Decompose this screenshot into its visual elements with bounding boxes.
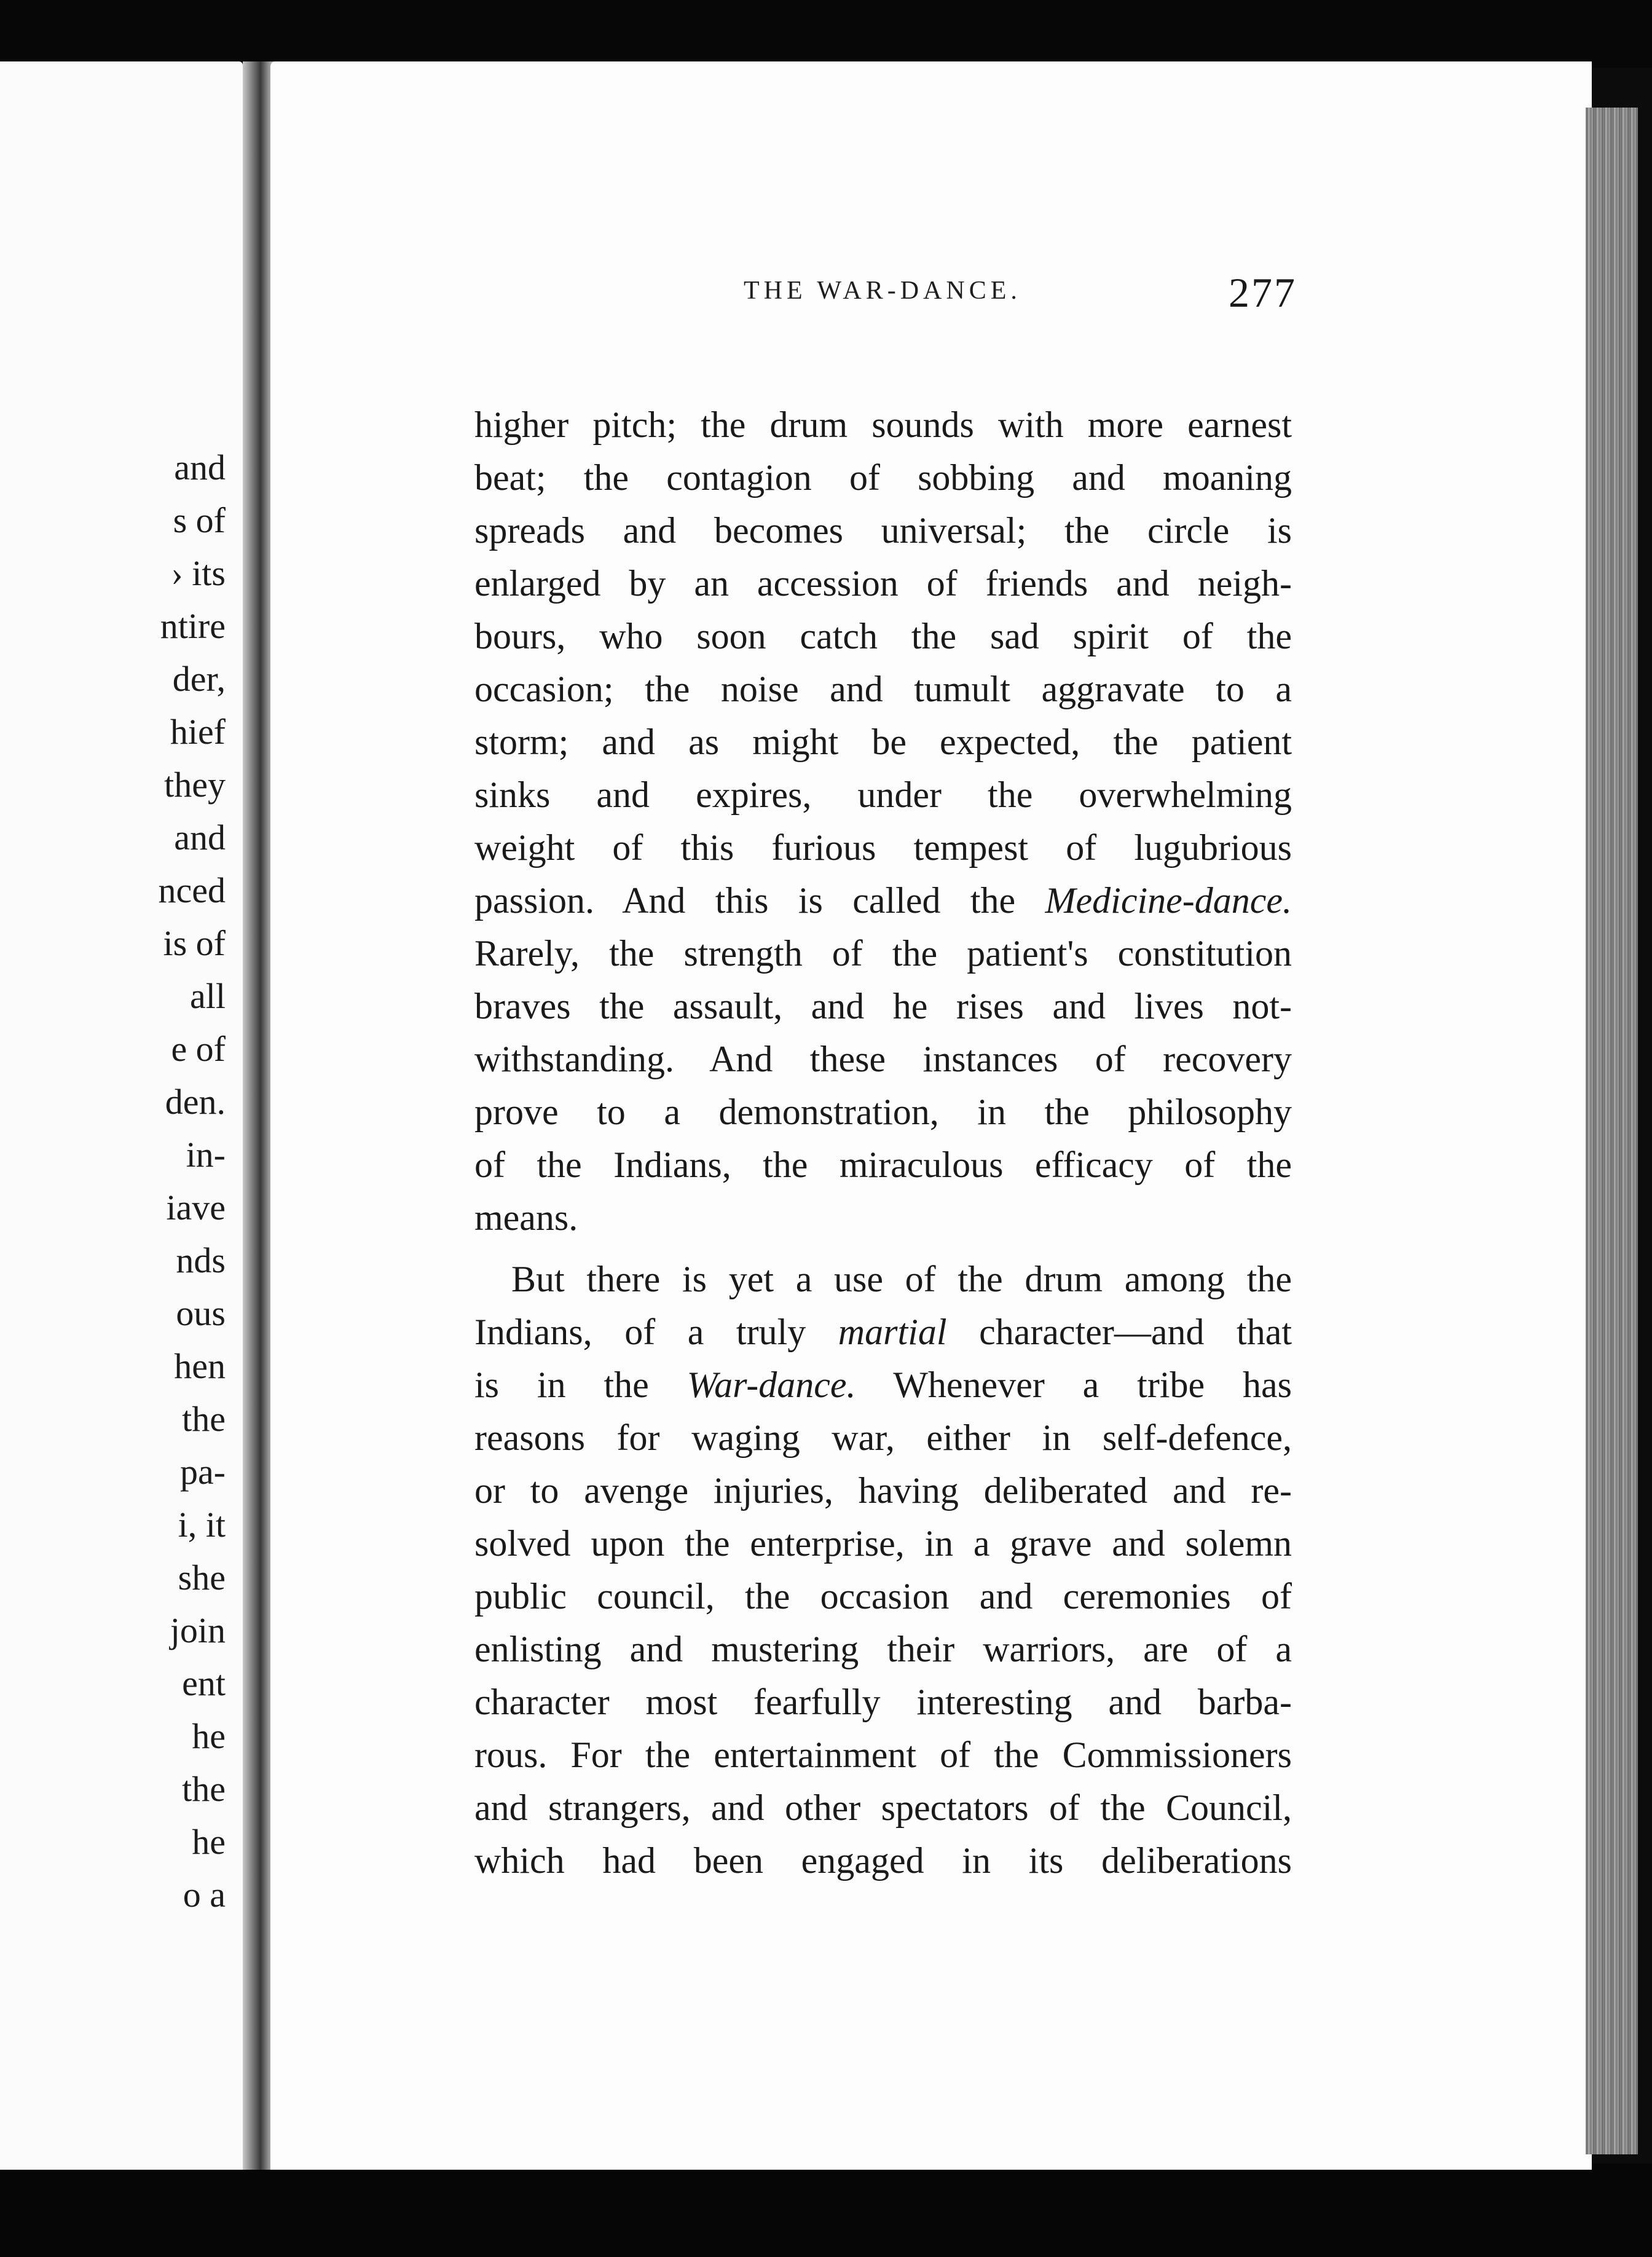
left-line-end: the (182, 1399, 226, 1439)
left-line-end: i, it (178, 1505, 226, 1545)
left-line-end: she (178, 1558, 226, 1597)
scan-background-top (0, 0, 1652, 68)
scan-background-bottom (0, 2164, 1652, 2257)
body-text (474, 398, 1292, 1887)
text-line: or to avenge injuries, having deliberated and re- (474, 1470, 1292, 1511)
left-line-end: they (164, 765, 226, 805)
text-line: rous. For the entertainment of the Commissioners (474, 1735, 1292, 1775)
italic-term: martial (838, 1312, 947, 1352)
left-line-end: s of (173, 500, 226, 540)
paragraph-gap (474, 1244, 1292, 1253)
left-line-end: in- (186, 1135, 226, 1175)
left-line-end: der, (172, 659, 226, 699)
left-line-end: ent (182, 1663, 226, 1703)
left-line-end: nced (158, 870, 226, 910)
left-line-end: and (174, 817, 226, 857)
text-line: of the Indians, the miraculous efficacy of the (474, 1144, 1292, 1185)
left-line-end: ntire (160, 606, 226, 646)
left-line-end: den. (165, 1082, 226, 1122)
text-line: Rarely, the strength of the patient's constitution (474, 933, 1292, 974)
text-segment: character—and that (979, 1312, 1292, 1352)
text-line: higher pitch; the drum sounds with more earnest (474, 404, 1292, 445)
text-line (474, 874, 1292, 927)
paragraph-2 (474, 1253, 1292, 1887)
left-line-end: pa- (179, 1452, 226, 1492)
text-line: bours, who soon catch the sad spirit of the (474, 616, 1292, 656)
text-line: storm; and as might be expected, the patient (474, 722, 1292, 762)
text-line: enlarged by an accession of friends and neigh- (474, 563, 1292, 604)
text-line: reasons for waging war, either in self-defence, (474, 1417, 1292, 1458)
text-line: beat; the contagion of sobbing and moaning (474, 457, 1292, 498)
running-head (479, 269, 1297, 323)
text-line: and strangers, and other spectators of the Council, (474, 1787, 1292, 1828)
running-title: THE WAR-DANCE. (744, 277, 1021, 305)
text-line (474, 1306, 1292, 1358)
text-line: which had been engaged in its deliberations (474, 1840, 1292, 1881)
left-line-end: he (192, 1822, 226, 1862)
text-segment: passion. And this is called the (474, 880, 1016, 921)
left-line-end: › its (171, 553, 226, 593)
text-line: solved upon the enterprise, in a grave and solemn (474, 1523, 1292, 1564)
left-line-end: hief (170, 712, 226, 752)
italic-term: Medicine-dance. (1045, 880, 1292, 921)
left-page (0, 61, 243, 2170)
page-number: 277 (1229, 269, 1297, 316)
text-line: withstanding. And these instances of recovery (474, 1039, 1292, 1079)
left-line-end: e of (171, 1029, 226, 1069)
left-line-end: join (170, 1610, 226, 1650)
left-line-end: o a (183, 1875, 226, 1915)
left-line-end: he (192, 1716, 226, 1756)
left-line-end: ous (176, 1293, 226, 1333)
text-line: means. (474, 1197, 578, 1238)
text-segment: Indians, of a truly (474, 1312, 806, 1352)
text-line: weight of this furious tempest of lugubrious (474, 827, 1292, 868)
text-line: character most fearfully interesting and barba- (474, 1682, 1292, 1722)
page-edges (1586, 108, 1638, 2154)
left-line-end: is of (163, 923, 226, 963)
left-line-end: the (182, 1769, 226, 1809)
text-segment: Whenever a tribe has (893, 1365, 1292, 1405)
text-line: occasion; the noise and tumult aggravate to a (474, 669, 1292, 709)
left-line-end: nds (176, 1240, 226, 1280)
text-segment: is in the (474, 1365, 649, 1405)
text-line: prove to a demonstration, in the philosophy (474, 1092, 1292, 1132)
italic-term: War-dance. (686, 1365, 856, 1405)
text-line: But there is yet a use of the drum among the (511, 1259, 1292, 1299)
text-line: sinks and expires, under the overwhelming (474, 774, 1292, 815)
text-line: public council, the occasion and ceremonies of (474, 1576, 1292, 1617)
text-line (474, 1358, 1292, 1411)
text-line: spreads and becomes universal; the circle is (474, 510, 1292, 551)
left-line-end: iave (166, 1188, 226, 1227)
text-line: braves the assault, and he rises and lives not- (474, 986, 1292, 1026)
left-page-text (0, 61, 243, 2170)
left-line-end: hen (174, 1346, 226, 1386)
left-line-end: all (190, 976, 226, 1016)
paragraph-1 (474, 398, 1292, 1244)
left-line-end: and (174, 447, 226, 487)
text-line: enlisting and mustering their warriors, are of a (474, 1629, 1292, 1669)
